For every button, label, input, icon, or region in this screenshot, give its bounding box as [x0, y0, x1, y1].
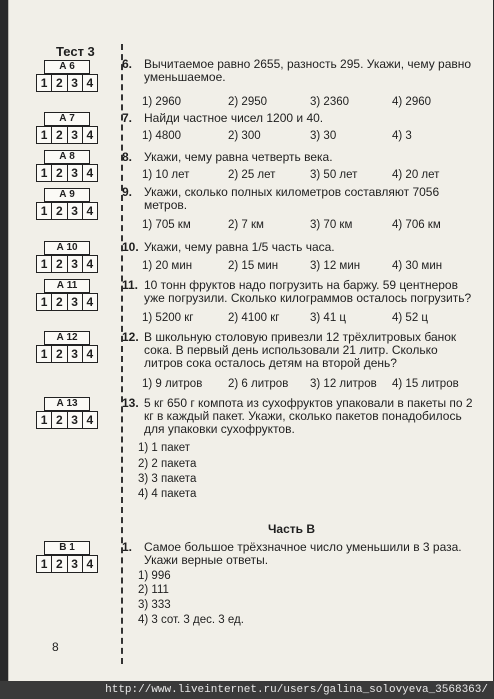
question-13 [122, 397, 477, 436]
option[interactable]: 1) 5200 кг [142, 312, 194, 324]
option[interactable]: 3) 12 литров [310, 378, 377, 390]
answer-cell[interactable]: 1 [37, 75, 52, 91]
option[interactable]: 1) 20 мин [142, 260, 193, 272]
answer-cell[interactable]: 1 [37, 127, 52, 143]
option[interactable]: 1) 10 лет [142, 169, 190, 181]
answer-cell[interactable]: 4 [86, 295, 94, 309]
question-12 [122, 331, 477, 370]
option[interactable]: 1) 705 км [142, 219, 191, 231]
option[interactable]: 4) 4 пакета [138, 488, 197, 500]
question-10 [122, 241, 477, 254]
answer-cell[interactable]: 2 [52, 346, 67, 362]
answer-box-a10[interactable] [36, 241, 98, 273]
answer-cell[interactable]: 2 [52, 294, 67, 310]
option[interactable]: 4) 3 [392, 130, 412, 142]
question-text: Самое большое трёхзначное число уменьшили в 3 раза. Укажи верные ответы. [144, 540, 462, 567]
option[interactable]: 2) 111 [138, 584, 169, 596]
option[interactable]: 3) 50 лет [310, 169, 358, 181]
option[interactable]: 2) 2950 [228, 96, 268, 108]
answer-cell[interactable]: 3 [68, 412, 83, 428]
answer-box-a11[interactable] [36, 279, 98, 311]
answer-box-label: А 13 [44, 397, 90, 411]
answer-cell[interactable]: 4 [86, 557, 94, 571]
answer-cell[interactable]: 4 [86, 166, 94, 180]
option[interactable]: 2) 15 мин [228, 260, 279, 272]
option[interactable]: 4) 706 км [392, 219, 441, 231]
answer-cell[interactable]: 3 [68, 294, 83, 310]
question-text: Найди частное чисел 1200 и 40. [144, 111, 324, 125]
option[interactable]: 4) 3 сот. 3 дес. 3 ед. [138, 614, 244, 626]
part-b-title: Часть В [268, 522, 316, 536]
answer-cell[interactable]: 4 [86, 76, 94, 90]
option[interactable]: 2) 4100 кг [228, 312, 280, 324]
question-number: 7. [122, 111, 133, 125]
source-url: http://www.liveinternet.ru/users/galina_solovyeva_3568363/ [105, 684, 488, 696]
question-8 [122, 151, 477, 164]
question-b1 [122, 541, 477, 567]
option[interactable]: 3) 41 ц [310, 312, 346, 324]
option[interactable]: 3) 70 км [310, 219, 353, 231]
question-text: В школьную столовую привезли 12 трёхлитровых банок сока. В первый день использовали 21 литр. Сколько литров сока осталось детям на второй день? [144, 330, 457, 370]
answer-cell[interactable]: 4 [86, 347, 94, 361]
answer-cell[interactable]: 3 [68, 203, 83, 219]
option[interactable]: 3) 30 [310, 130, 337, 142]
answer-box-a8[interactable] [36, 150, 98, 182]
answer-cell[interactable]: 1 [37, 165, 52, 181]
answer-box-b1[interactable] [36, 541, 98, 573]
question-number: 12. [122, 330, 139, 344]
question-number: 13. [122, 396, 139, 410]
answer-box-label: А 7 [44, 112, 90, 126]
answer-box-label: В 1 [44, 541, 90, 555]
question-text: Укажи, чему равна 1/5 часть часа. [144, 240, 335, 254]
option[interactable]: 4) 52 ц [392, 312, 428, 324]
answer-cell[interactable]: 2 [52, 412, 67, 428]
answer-cell[interactable]: 3 [68, 75, 83, 91]
option[interactable]: 1) 1 пакет [138, 442, 191, 454]
answer-box-a9[interactable] [36, 188, 98, 220]
option[interactable]: 2) 7 км [228, 219, 264, 231]
question-number: 1. [122, 540, 133, 554]
question-number: 9. [122, 185, 133, 199]
answer-box-label: А 9 [44, 188, 90, 202]
answer-box-a12[interactable] [36, 331, 98, 363]
answer-cell[interactable]: 4 [86, 204, 94, 218]
question-number: 8. [122, 150, 133, 164]
answer-cell[interactable]: 1 [37, 346, 52, 362]
answer-box-label: А 12 [44, 331, 90, 345]
answer-cell[interactable]: 3 [68, 556, 83, 572]
question-number: 10. [122, 240, 139, 254]
answer-cell[interactable]: 2 [52, 203, 67, 219]
answer-box-label: А 11 [44, 279, 90, 293]
answer-cell[interactable]: 3 [68, 346, 83, 362]
answer-box-label: А 8 [44, 150, 90, 164]
answer-cell[interactable]: 1 [37, 556, 52, 572]
answer-cell[interactable]: 1 [37, 203, 52, 219]
option[interactable]: 2) 6 литров [228, 378, 289, 390]
question-9 [122, 186, 477, 212]
answer-cell[interactable]: 3 [68, 127, 83, 143]
answer-cell[interactable]: 4 [86, 257, 94, 271]
answer-cell[interactable]: 1 [37, 256, 52, 272]
page-number: 8 [52, 640, 59, 654]
question-11 [122, 279, 477, 305]
option[interactable]: 2) 25 лет [228, 169, 276, 181]
answer-box-label: А 10 [44, 241, 90, 255]
question-text: Вычитаемое равно 2655, разность 295. Укажи, чему равно уменьшаемое. [144, 57, 472, 84]
answer-box-a6[interactable] [36, 60, 98, 92]
option[interactable]: 1) 9 литров [142, 378, 203, 390]
answer-box-label: А 6 [44, 60, 90, 74]
question-text: Укажи, чему равна четверть века. [144, 150, 333, 164]
answer-cell[interactable]: 2 [52, 556, 67, 572]
answer-cell[interactable]: 4 [86, 128, 94, 142]
answer-cell[interactable]: 3 [68, 256, 83, 272]
answer-cell[interactable]: 1 [37, 412, 52, 428]
question-number: 11. [122, 278, 139, 292]
answer-cell[interactable]: 4 [86, 413, 94, 427]
question-6 [122, 58, 477, 84]
answer-cell[interactable]: 2 [52, 165, 67, 181]
option[interactable]: 4) 2960 [392, 96, 432, 108]
answer-cell[interactable]: 2 [52, 256, 67, 272]
option[interactable]: 3) 3 пакета [138, 473, 197, 485]
option[interactable]: 1) 4800 [142, 130, 182, 142]
question-text: 10 тонн фруктов надо погрузить на баржу. 59 центнеров уже погрузили. Сколько килограммов осталось погрузить? [144, 278, 472, 305]
answer-box-a13[interactable] [36, 397, 98, 429]
question-text: Укажи, сколько полных километров составляют 7056 метров. [144, 185, 440, 212]
answer-cell[interactable]: 1 [37, 294, 52, 310]
option[interactable]: 1) 996 [138, 570, 171, 582]
option[interactable]: 4) 15 литров [392, 378, 459, 390]
answer-cell[interactable]: 2 [52, 75, 67, 91]
answer-box-a7[interactable] [36, 112, 98, 144]
option[interactable]: 3) 2360 [310, 96, 350, 108]
option[interactable]: 4) 30 мин [392, 260, 443, 272]
option[interactable]: 3) 12 мин [310, 260, 361, 272]
test-title: Тест 3 [56, 44, 95, 59]
option[interactable]: 1) 2960 [142, 96, 182, 108]
answer-cell[interactable]: 2 [52, 127, 67, 143]
option[interactable]: 4) 20 лет [392, 169, 440, 181]
option[interactable]: 2) 2 пакета [138, 458, 197, 470]
question-text: 5 кг 650 г компота из сухофруктов упаковали в пакеты по 2 кг в каждый пакет. Укажи, сколько пакетов понадобилось для упаковки сухофруктов. [144, 396, 473, 436]
answer-cell[interactable]: 3 [68, 165, 83, 181]
question-7 [122, 112, 477, 125]
option[interactable]: 2) 300 [228, 130, 261, 142]
option[interactable]: 3) 333 [138, 599, 171, 611]
question-number: 6. [122, 57, 133, 71]
